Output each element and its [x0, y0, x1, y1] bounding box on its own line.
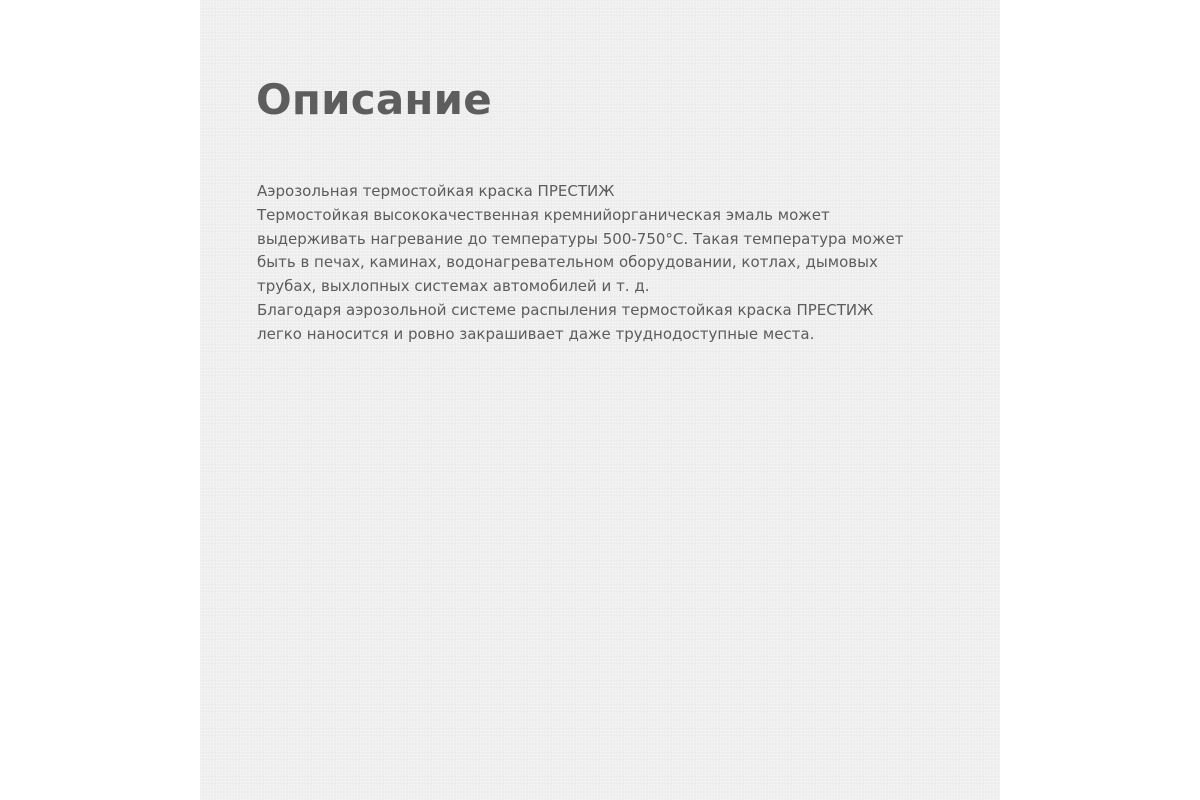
description-line: быть в печах, каминах, водонагревательном оборудовании, котлах, дымовых	[257, 253, 878, 272]
description-line: Благодаря аэрозольной системе распыления термостойкая краска ПРЕСТИЖ	[257, 300, 874, 319]
description-line: трубах, выхлопных системах автомобилей и т. д.	[257, 277, 650, 296]
description-body	[257, 180, 957, 347]
description-line: Аэрозольная термостойкая краска ПРЕСТИЖ	[257, 182, 615, 200]
description-line: легко наносится и ровно закрашивает даже труднодоступные места.	[257, 324, 815, 343]
description-line: выдерживать нагревание до температуры 500-750°С. Такая температура может	[257, 229, 904, 248]
description-line: Термостойкая высококачественная кремнийорганическая эмаль может	[257, 205, 830, 224]
description-card	[200, 0, 1000, 800]
description-heading: Описание	[256, 75, 492, 124]
